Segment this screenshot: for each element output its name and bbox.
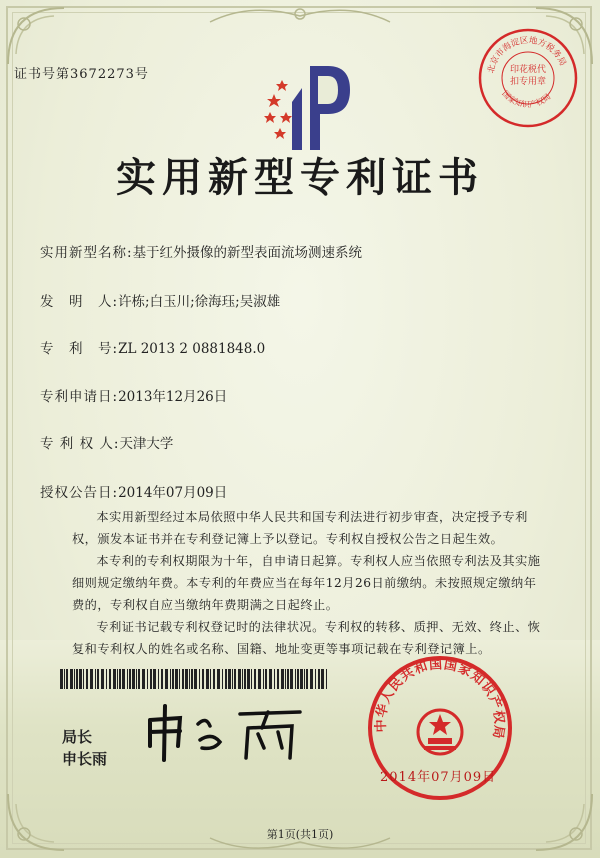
inventor-label: 发 明 人: [40,294,119,310]
barcode-bar [300,669,303,689]
barcode-bar [228,669,231,689]
filing-date-value: 2013年12月26日 [118,389,228,405]
barcode-bar [175,669,178,689]
barcode-bar [315,669,316,689]
page-footer: 第1页(共1页) [266,828,334,841]
barcode-bar [199,669,200,689]
name-value: 基于红外摄像的新型表面流场测速系统 [132,245,363,261]
barcode-bar [182,669,184,689]
barcode-bar [101,669,104,689]
announcement-date-label: 授权公告日: [40,485,119,501]
barcode-bar [109,669,111,689]
inventor-value: 许栋;白玉川;徐海珏;吴淑雄 [118,294,281,310]
barcode-bar [265,669,267,689]
filing-date-label: 专利申请日: [40,389,119,405]
barcode-bar [247,669,250,689]
barcode-bar [274,669,275,689]
barcode-bar [97,669,99,689]
barcode-bar [158,669,159,689]
barcode-bar [225,669,227,689]
barcode-bar [122,669,125,689]
barcode-bar [213,669,215,689]
barcode-bar [83,669,84,689]
barcode-bar [217,669,220,689]
tax-seal-arc-text: 北京市海淀区地方税务局 [486,35,568,75]
body-paragraph-3: 专利证书记载专利权登记时的法律状况。专利权的转移、质押、无效、终止、恢复和专利权人的姓名或名称、国籍、地址变更等事项记载在专利登记簿上。 [72,620,541,656]
barcode-bar [170,669,171,689]
barcode-bar [191,669,193,689]
barcode-bar [202,669,204,689]
field-patent-number [40,337,265,357]
barcode-bar [150,669,152,689]
barcode-bar [79,669,82,689]
barcode-bar [318,669,320,689]
name-label: 实用新型名称: [40,245,133,261]
barcode-bar [185,669,188,689]
field-announcement-date [40,481,227,501]
patentee-value: 天津大学 [119,436,174,452]
barcode-bar [70,669,73,689]
page-title: 实用新型专利证书 [116,154,484,201]
director-signature [140,702,310,764]
barcode-bar [86,669,88,689]
barcode [60,669,330,689]
barcode-bar [232,669,233,689]
barcode-bar [95,669,96,689]
corner-ornament-bottom-right [526,784,596,854]
barcode-bar [117,669,118,689]
barcode-bar [310,669,313,689]
barcode-bar [189,669,190,689]
barcode-bar [179,669,180,689]
barcode-bar [254,669,256,689]
barcode-bar [244,669,246,689]
barcode-bar [326,669,327,689]
top-ornament [200,2,400,30]
barcode-bar [304,669,305,689]
barcode-bar [90,669,93,689]
barcode-bar [142,669,145,689]
barcode-bar [297,669,299,689]
barcode-bar [64,669,65,689]
body-paragraph-2: 本专利的专利权期限为十年，自申请日起算。专利权人应当依照专利法及其实施细则规定缴纳年费。本专利的年费应当在每年12月26日前缴纳。未按照规定缴纳年费的，专利权自应当缴纳年费期满之日起终止。 [72,554,541,612]
barcode-bar [258,669,261,689]
barcode-bar [210,669,211,689]
signatory-name: 申长雨 [62,750,108,768]
field-patentee [40,432,173,452]
barcode-bar [251,669,252,689]
barcode-bar [132,669,135,689]
field-inventor [40,290,280,310]
barcode-bar [281,669,284,689]
barcode-bar [194,669,197,689]
barcode-bar [106,669,107,689]
barcode-bar [263,669,264,689]
barcode-bar [66,669,68,689]
tax-seal-stamp [477,27,579,129]
tax-seal-center-text: 印花税代扣专用章 [509,65,546,87]
barcode-bar [76,669,78,689]
barcode-bar [285,669,286,689]
barcode-bar [165,669,168,689]
barcode-bar [136,669,137,689]
barcode-bar [222,669,223,689]
barcode-bar [172,669,174,689]
patent-number-value: ZL 2013 2 0881848.0 [118,341,266,357]
official-seal-arc-text: 中华人民共和国国家知识产权局 [373,657,507,741]
barcode-bar [238,669,241,689]
barcode-bar [119,669,121,689]
barcode-bar [290,669,293,689]
patent-number-label: 专 利 号: [40,341,119,357]
field-utility-model-name [40,241,362,261]
signatory-title: 局长 [62,728,93,746]
barcode-bar [161,669,163,689]
barcode-bar [295,669,296,689]
barcode-bar [113,669,116,689]
barcode-bar [147,669,148,689]
tax-seal-bottom-text: 国家知识产权局 [500,89,553,110]
barcode-bar [129,669,131,689]
barcode-bar [127,669,128,689]
barcode-bar [287,669,289,689]
barcode-bar [138,669,140,689]
announcement-date-value: 2014年07月09日 [118,485,228,501]
field-filing-date [40,385,227,405]
national-emblem-icon [418,710,462,754]
body-paragraph-1: 本实用新型经过本局依照中华人民共和国专利法进行初步审查，决定授予专利权，颁发本证书并在专利登记簿上予以登记。专利权自授权公告之日起生效。 [72,510,528,546]
certificate-body [72,506,542,660]
patentee-label: 专 利 权 人: [40,436,120,452]
barcode-bar [321,669,324,689]
corner-ornament-bottom-left [4,784,74,854]
barcode-bar [206,669,209,689]
barcode-bar [242,669,243,689]
barcode-bar [277,669,279,689]
certificate-number: 证书号第3672273号 [14,67,149,82]
sipo-logo-icon [258,58,358,158]
barcode-bar [269,669,272,689]
barcode-bar [74,669,75,689]
barcode-bar [234,669,236,689]
barcode-bar [153,669,156,689]
seal-date: 2014年07月09日 [380,770,497,785]
barcode-bar [60,669,63,689]
barcode-bar [306,669,308,689]
